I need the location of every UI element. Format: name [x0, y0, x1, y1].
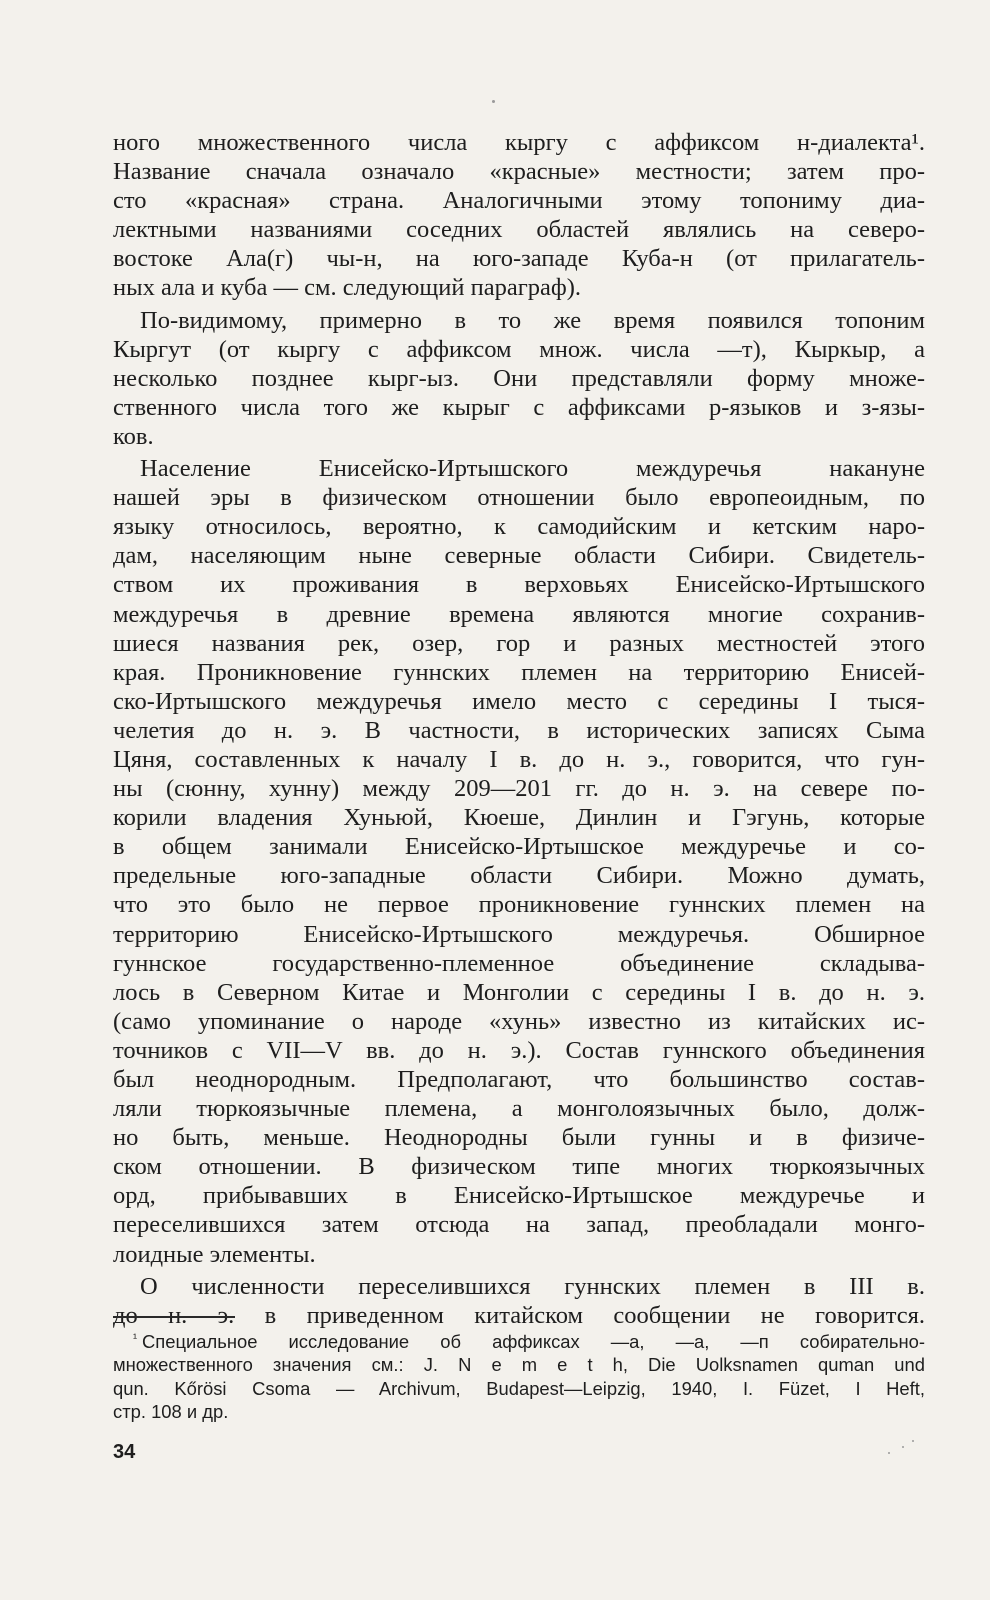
text-line: несколько позднее кырг-ыз. Они представляли форму множе- [113, 364, 925, 392]
paragraph-2 [113, 306, 925, 451]
text-line: По-видимому, примерно в то же время появился топоним [140, 306, 925, 334]
paragraph-1 [113, 128, 925, 303]
text-line: Название сначала означало «красные» местности; затем про- [113, 158, 925, 186]
print-speck [492, 100, 495, 103]
text-line: ляли тюркоязычные племена, а монголоязычных было, долж- [113, 1095, 925, 1123]
text-line: дам, населяющим ныне северные области Сибири. Свидетель- [113, 542, 925, 570]
print-speck [888, 1452, 890, 1454]
text-line: корили владения Хуньюй, Кюеше, Динлин и Гэгунь, которые [113, 804, 925, 832]
text-line: был неоднородным. Предполагают, что большинство состав- [113, 1066, 925, 1093]
footnote-marker: ¹ [133, 1331, 137, 1345]
text-line: лоидные элементы. [113, 1240, 316, 1268]
text-line: Население Енисейско-Иртышского междуречья накануне [140, 455, 925, 483]
text-line: О численности переселившихся гуннских племен в III в. [140, 1272, 925, 1300]
text-line: до н. э. в приведенном китайском сообщении не говорится. [113, 1301, 925, 1329]
text-line: ного множественного числа кыргу с аффиксом н-диалекта¹. [113, 129, 925, 156]
text-line: переселившихся затем отсюда на запад, преобладали монго- [113, 1211, 925, 1239]
text-line: (само упоминание о народе «хунь» известно из китайских ис- [113, 1007, 925, 1035]
footnote-line: qun. Kőrösi Csoma — Archivum, Budapest—Leipzig, 1940, I. Füzet, I Heft, [113, 1377, 925, 1399]
footnote-text: Специальное исследование об аффиксах —а, —а, —п собирательно- [142, 1331, 925, 1352]
text-line: края. Проникновение гуннских племен на территорию Енисей- [113, 658, 925, 686]
text-line: шиеся названия рек, озер, гор и разных местностей этого [113, 629, 925, 657]
text-line: но быть, меньше. Неоднородны были гунны и в физиче- [113, 1124, 925, 1152]
text-line: челетия до н. э. В частности, в исторических записях Сыма [113, 716, 925, 744]
text-line: ков. [113, 422, 154, 450]
text-line: что это было не первое проникновение гуннских племен на [113, 891, 925, 919]
print-speck [912, 1440, 914, 1442]
print-speck [902, 1446, 904, 1448]
footnote-line: стр. 108 и др. [113, 1401, 229, 1423]
text-line: ственного числа того же кырыг с аффиксами р-языков и з-язы- [113, 393, 925, 421]
text-line: ных ала и куба — см. следующий параграф). [113, 274, 582, 302]
text-line: востоке Ала(г) чы-н, на юго-западе Куба-н (от прилагатель- [113, 245, 925, 273]
text-line: гуннское государственно-племенное объединение складыва- [113, 949, 925, 977]
text-line: лектными названиями соседних областей являлись на северо- [113, 216, 925, 244]
text-line: ством их проживания в верховьях Енисейско-Иртышского [113, 571, 925, 599]
text-line: предельные юго-западные области Сибири. Можно думать, [113, 862, 925, 890]
text-line: языку относилось, вероятно, к самодийским и кетским наро- [113, 513, 925, 541]
text-line: территорию Енисейско-Иртышского междуречья. Обширное [113, 920, 925, 948]
text-line: ско-Иртышского междуречья имело место с середины I тыся- [113, 687, 925, 715]
paragraph-3 [113, 454, 925, 1269]
footnote [113, 1327, 925, 1424]
text-line: сто «красная» страна. Аналогичными этому топониму диа- [113, 187, 925, 215]
text-line: Кыргут (от кыргу с аффиксом множ. числа —т), Кыркыр, а [113, 335, 925, 363]
text-line: Цяня, составленных к началу I в. до н. э., говорится, что гун- [113, 745, 925, 773]
text-line: лось в Северном Китае и Монголии с середины I в. до н. э. [113, 978, 925, 1006]
paragraph-4 [113, 1272, 925, 1330]
text-line: орд, прибывавших в Енисейско-Иртышское междуречье и [113, 1182, 925, 1210]
footnote-line [113, 1327, 925, 1353]
text-line: ском отношении. В физическом типе многих тюркоязычных [113, 1153, 925, 1181]
footnote-separator [113, 1316, 235, 1318]
text-line: в общем занимали Енисейско-Иртышское междуречье и со- [113, 833, 925, 861]
text-line: междуречья в древние времена являются многие сохранив- [113, 600, 925, 628]
page-number: 34 [113, 1441, 136, 1463]
footnote-line: множественного значения см.: J. N e m e t h, Die Uolksnamen quman und [113, 1354, 925, 1376]
main-text [113, 128, 925, 1333]
text-line: нашей эры в физическом отношении было европеоидным, по [113, 484, 925, 512]
text-line: точников с VII—V вв. до н. э.). Состав гуннского объединения [113, 1036, 925, 1064]
text-line: ны (сюнну, хунну) между 209—201 гг. до н. э. на севере по- [113, 775, 925, 803]
